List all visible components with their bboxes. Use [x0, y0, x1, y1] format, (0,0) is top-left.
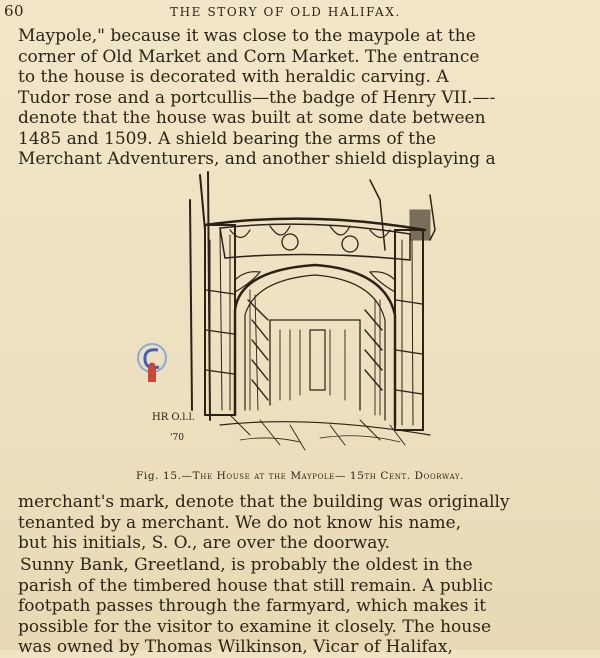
text-line: corner of Old Market and Corn Market. The entrance [18, 46, 480, 67]
paragraph-sunny-bank [18, 555, 590, 658]
text-line: footpath passes through the farmyard, which makes it [18, 596, 487, 616]
text-line: Merchant Adventurers, and another shield displaying a [18, 149, 496, 169]
page-header [0, 2, 600, 22]
text-line: denote that the house was built at some date between [18, 108, 486, 128]
text-line: was owned by Thomas Wilkinson, Vicar of Halifax, [18, 637, 453, 657]
text-line: Maypole," because it was close to the maypole at the [18, 26, 476, 46]
artist-signature-year: '70 [170, 433, 184, 443]
artist-signature: HR O.l.l. [152, 412, 195, 423]
text-line: merchant's mark, denote that the building was originally [18, 492, 510, 512]
doorway-sketch [130, 170, 450, 465]
text-line: parish of the timbered house that still remain. A public [18, 575, 493, 596]
doorway-illustration [130, 170, 450, 465]
text-line: Tudor rose and a portcullis—the badge of Henry VII.—- [18, 87, 496, 108]
page-number: 60 [4, 2, 25, 20]
caption-prefix: Fig. 15.— [136, 470, 193, 482]
running-head: THE STORY OF OLD HALIFAX. [170, 5, 401, 19]
text-line: 1485 and 1509. A shield bearing the arms of the [18, 128, 437, 149]
caption-text: The House at the Maypole— 15th Cent. Doorway. [192, 470, 464, 482]
text-line: tenanted by a merchant. We do not know his name, [18, 512, 462, 533]
paragraph-merchant [18, 492, 590, 554]
paragraph-maypole [18, 26, 590, 170]
text-line: to the house is decorated with heraldic carving. A [18, 67, 449, 87]
text-line: possible for the visitor to examine it closely. The house [18, 616, 492, 637]
figure-caption [0, 470, 600, 482]
text-line: Sunny Bank, Greetland, is probably the oldest in the [20, 555, 473, 575]
text-line: but his initials, S. O., are over the doorway. [18, 533, 391, 553]
library-stamp-icon [134, 340, 170, 390]
